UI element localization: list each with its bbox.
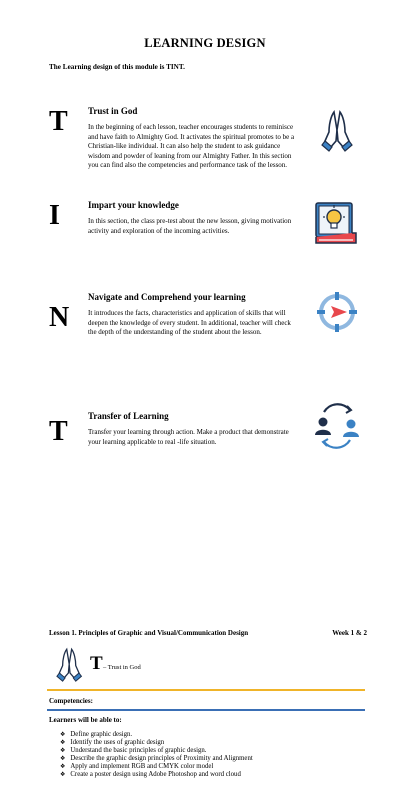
- section-letter-i: I: [49, 200, 60, 231]
- lesson-header: [49, 629, 367, 637]
- list-item: ❖ Identify the uses of graphic design: [60, 739, 253, 747]
- page-title: LEARNING DESIGN: [144, 36, 266, 50]
- section-heading-transfer: Transfer of Learning: [88, 411, 169, 421]
- list-item: ❖ Define graphic design.: [60, 731, 253, 739]
- praying-hands-icon-small: [52, 645, 88, 683]
- navigation-target-icon: [315, 290, 359, 334]
- divider-blue: [47, 709, 365, 711]
- section-body-transfer: Transfer your learning through action. Make a product that demonstrate your learning applicable to real -life situation.: [88, 428, 289, 446]
- section-letter-t2: T: [49, 416, 68, 447]
- list-item: ❖ Understand the basic principles of graphic design.: [60, 747, 253, 755]
- section-heading-impart: Impart your knowledge: [88, 200, 179, 210]
- intro-acronym: TINT.: [166, 63, 185, 71]
- learners-heading: Learners will be able to:: [49, 716, 122, 724]
- trust-label: – Trust in God: [103, 664, 141, 671]
- lightbulb-book-icon: [313, 200, 359, 246]
- lesson-title: Lesson 1. Principles of Graphic and Visual/Communication Design: [49, 629, 249, 637]
- section-heading-trust: Trust in God: [88, 106, 138, 116]
- list-item: ❖ Create a poster design using Adobe Photoshop and word cloud: [60, 771, 253, 779]
- section-heading-navigate: Navigate and Comprehend your learning: [88, 292, 246, 302]
- trust-letter: T: [90, 653, 103, 674]
- list-item: ❖ Describe the graphic design principles of Proximity and Alignment: [60, 755, 253, 763]
- divider-gold: [47, 689, 365, 691]
- intro-text: The Learning design of this module is: [49, 63, 165, 71]
- lesson-week: Week 1 & 2: [332, 629, 367, 637]
- objectives-list: [60, 731, 253, 780]
- section-body-impart: In this section, the class pre-test about the new lesson, giving motivation activity and exploration of the incoming activities.: [88, 217, 292, 235]
- intro-line: [49, 63, 185, 71]
- section-body-navigate: It introduces the facts, characteristics and application of skills that will deepen the knowledge of every student. In additional, teacher will check the depth of the understanding of the student about the lesson.: [88, 309, 291, 337]
- list-item: ❖ Apply and implement RGB and CMYK color model: [60, 763, 253, 771]
- section-body-trust: In the beginning of each lesson, teacher encourages students to reminisce and have faith to Almighty God. It activates the spiritual promotes to be a Christian-like individual. It can also help the student to ask guidance wisdom and powder of leaning from our Almighty Father. In this section you can find also the competencies and performance task of the lesson.: [88, 123, 295, 170]
- section-letter-t: T: [49, 106, 68, 137]
- transfer-people-icon: [312, 400, 362, 450]
- section-letter-n: N: [49, 302, 70, 333]
- competencies-heading: Competencies:: [49, 697, 93, 705]
- praying-hands-icon: [316, 108, 360, 152]
